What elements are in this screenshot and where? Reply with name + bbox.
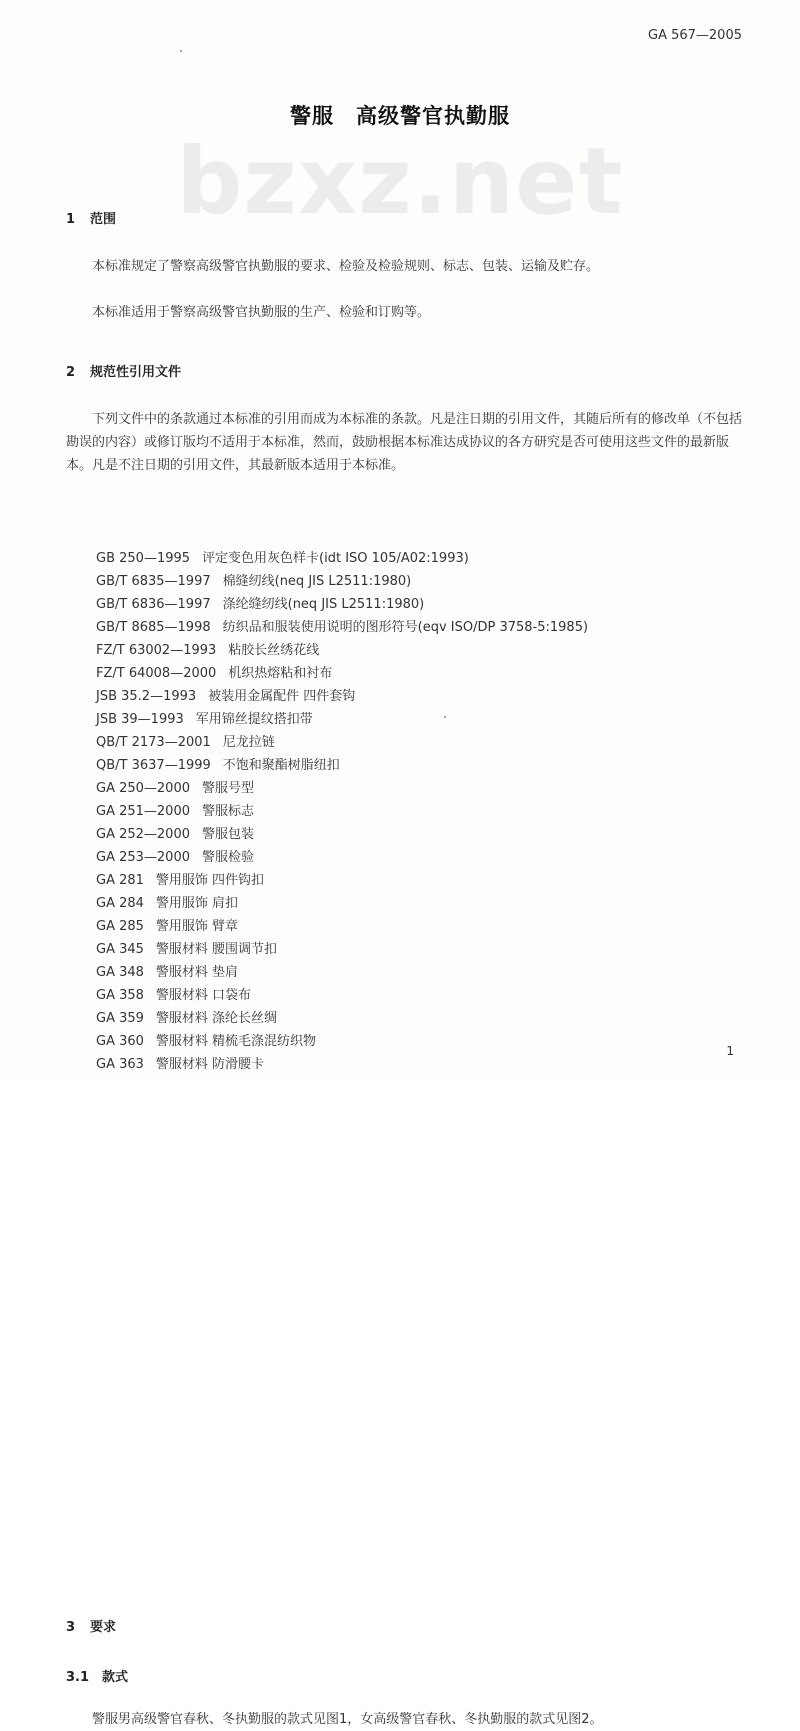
reference-item — [96, 685, 800, 708]
reference-item — [96, 731, 800, 754]
reference-code: FZ/T 63002—1993 — [96, 643, 217, 658]
reference-item — [96, 846, 800, 869]
reference-code: GB/T 6836—1997 — [96, 597, 211, 612]
reference-item — [96, 1053, 800, 1076]
reference-item — [96, 938, 800, 961]
reference-title: 警用服饰 肩扣 — [155, 896, 239, 911]
reference-code: GA 250—2000 — [96, 781, 190, 796]
reference-item — [96, 1007, 800, 1030]
title-part-2: 高级警官执勤服 — [356, 104, 510, 128]
reference-title: 尼龙拉链 — [222, 735, 275, 750]
reference-code: GB 250—1995 — [96, 551, 191, 566]
reference-item — [96, 570, 800, 593]
reference-title: 警服材料 涤纶长丝绸 — [155, 1011, 278, 1026]
reference-code: GB/T 6835—1997 — [96, 574, 211, 589]
reference-code: GA 285 — [96, 919, 144, 934]
reference-title: 棉缝纫线(neq JIS L2511:1980) — [222, 574, 412, 589]
reference-code: GA 345 — [96, 942, 144, 957]
reference-code: GA 363 — [96, 1057, 144, 1072]
section-number: 1 — [66, 212, 76, 227]
reference-item — [96, 639, 800, 662]
reference-title: 涤纶缝纫线(neq JIS L2511:1980) — [222, 597, 425, 612]
scan-speck — [180, 50, 182, 52]
reference-title: 警用服饰 四件钩扣 — [155, 873, 265, 888]
reference-title: 警服检验 — [202, 850, 255, 865]
section-1-paragraph-2: 本标准适用于警察高级警官执勤服的生产、检验和订购等。 — [92, 305, 431, 320]
reference-item — [96, 547, 800, 570]
reference-title: 被装用金属配件 四件套钩 — [208, 689, 356, 704]
section-number: 3.1 — [66, 1670, 90, 1685]
reference-code: QB/T 3637—1999 — [96, 758, 211, 773]
reference-title: 警服材料 口袋布 — [155, 988, 252, 1003]
reference-item — [96, 823, 800, 846]
reference-code: GA 359 — [96, 1011, 144, 1026]
section-title: 范围 — [90, 212, 117, 227]
page-number: 1 — [726, 1044, 734, 1058]
section-1-paragraph-1: 本标准规定了警察高级警官执勤服的要求、检验及检验规则、标志、包装、运输及贮存。 — [92, 259, 600, 274]
reference-title: 机织热熔粘和衬布 — [228, 666, 333, 681]
reference-title: 警用服饰 臂章 — [155, 919, 239, 934]
reference-item — [96, 800, 800, 823]
section-3-heading — [66, 1616, 800, 1635]
section-title: 规范性引用文件 — [90, 365, 182, 380]
reference-title: 纺织品和服装使用说明的图形符号(eqv ISO/DP 3758-5:1985) — [222, 620, 589, 635]
section-title: 要求 — [90, 1620, 117, 1635]
document-title — [0, 100, 800, 130]
reference-item — [96, 892, 800, 915]
standard-id: GA 567—2005 — [648, 28, 742, 43]
watermark: bzxz.net — [176, 128, 624, 235]
section-number: 2 — [66, 365, 76, 380]
section-1-heading — [66, 208, 800, 227]
reference-item — [96, 662, 800, 685]
reference-title: 警服号型 — [202, 781, 255, 796]
reference-code: FZ/T 64008—2000 — [96, 666, 217, 681]
normative-references-list — [96, 547, 800, 1076]
section-2-heading — [66, 361, 800, 380]
reference-title: 警服包装 — [202, 827, 255, 842]
reference-item — [96, 961, 800, 984]
reference-item — [96, 754, 800, 777]
reference-item — [96, 915, 800, 938]
reference-item — [96, 1030, 800, 1053]
reference-item — [96, 708, 800, 731]
reference-title: 不饱和聚酯树脂纽扣 — [222, 758, 340, 773]
section-3-1-heading — [66, 1666, 800, 1685]
reference-title: 警服材料 精梳毛涤混纺织物 — [155, 1034, 317, 1049]
reference-item — [96, 984, 800, 1007]
reference-code: JSB 35.2—1993 — [96, 689, 197, 704]
reference-code: GA 358 — [96, 988, 144, 1003]
title-part-1: 警服 — [290, 104, 334, 128]
reference-title: 警服标志 — [202, 804, 255, 819]
reference-title: 军用锦丝提纹搭扣带 — [195, 712, 313, 727]
reference-title: 粘胶长丝绣花线 — [228, 643, 320, 658]
reference-title: 警服材料 垫肩 — [155, 965, 239, 980]
reference-item — [96, 593, 800, 616]
reference-item — [96, 616, 800, 639]
reference-code: GA 348 — [96, 965, 144, 980]
reference-item — [96, 869, 800, 892]
reference-title: 评定变色用灰色样卡(idt ISO 105/A02:1993) — [202, 551, 469, 566]
reference-code: GA 251—2000 — [96, 804, 190, 819]
section-number: 3 — [66, 1620, 76, 1635]
section-3-1-paragraph: 警服男高级警官春秋、冬执勤服的款式见图1，女高级警官春秋、冬执勤服的款式见图2。 — [92, 1712, 603, 1727]
reference-code: GB/T 8685—1998 — [96, 620, 211, 635]
reference-code: GA 281 — [96, 873, 144, 888]
reference-code: JSB 39—1993 — [96, 712, 184, 727]
section-2-paragraph: 下列文件中的条款通过本标准的引用而成为本标准的条款。凡是注日期的引用文件，其随后所有的修改单（不包括勘误的内容）或修订版均不适用于本标准，然而，鼓励根据本标准达成协议的各方研究是否可使用这些文件的最新版本。凡是不注日期的引用文件，其最新版本适用于本标准。 — [66, 412, 743, 473]
section-title: 款式 — [102, 1670, 129, 1685]
reference-code: QB/T 2173—2001 — [96, 735, 211, 750]
reference-code: GA 284 — [96, 896, 144, 911]
reference-code: GA 252—2000 — [96, 827, 190, 842]
reference-title: 警服材料 防滑腰卡 — [155, 1057, 265, 1072]
reference-item — [96, 777, 800, 800]
reference-code: GA 253—2000 — [96, 850, 190, 865]
reference-code: GA 360 — [96, 1034, 144, 1049]
reference-title: 警服材料 腰围调节扣 — [155, 942, 278, 957]
